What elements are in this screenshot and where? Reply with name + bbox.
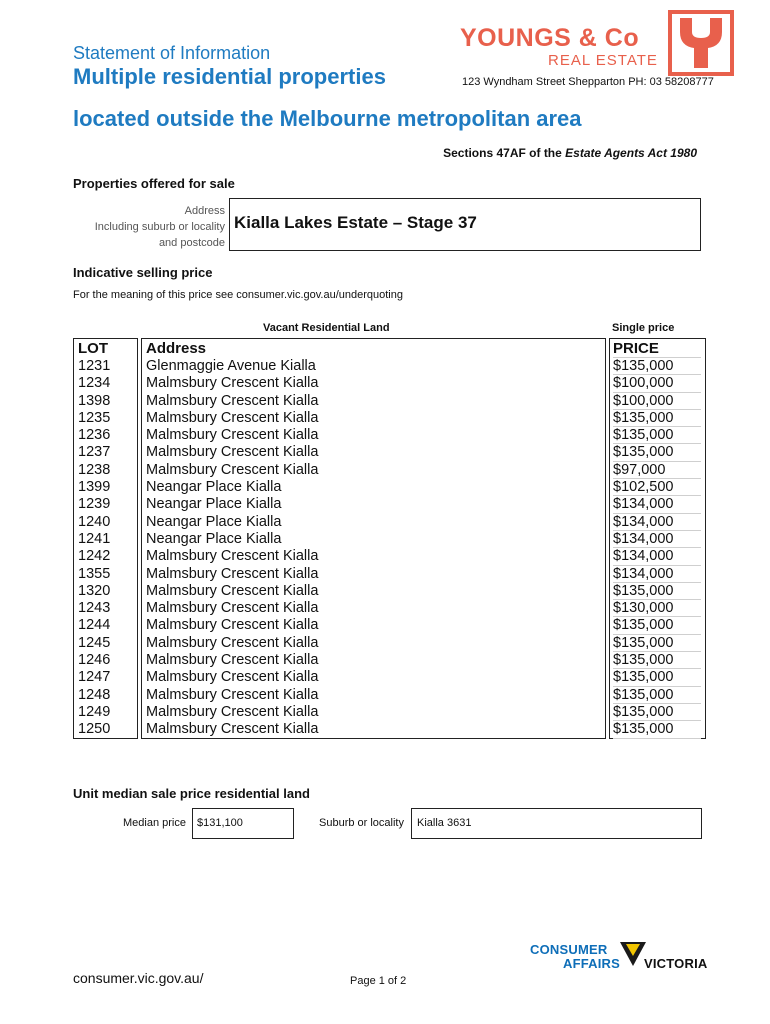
single-price-label: Single price (612, 322, 675, 334)
lot-cell: 1239 (78, 496, 111, 513)
median-heading: Unit median sale price residential land (73, 786, 310, 801)
price-cell: $134,000 (613, 548, 701, 565)
address-cell: Malmsbury Crescent Kialla (146, 392, 319, 409)
price-cell: $100,000 (613, 375, 701, 392)
address-cell: Malmsbury Crescent Kialla (146, 721, 319, 738)
lot-cell: 1243 (78, 600, 111, 617)
price-cell: $135,000 (613, 704, 701, 721)
price-cell: $135,000 (613, 652, 701, 669)
address-cell: Malmsbury Crescent Kialla (146, 634, 319, 651)
price-column (609, 338, 706, 739)
price-cell: $97,000 (613, 462, 701, 479)
price-cell: $135,000 (613, 427, 701, 444)
price-cell: $102,500 (613, 479, 701, 496)
lot-cell: 1250 (78, 721, 111, 738)
address-cell: Neangar Place Kialla (146, 513, 282, 530)
price-cell: $130,000 (613, 600, 701, 617)
address-cell: Neangar Place Kialla (146, 530, 282, 547)
agency-logo-name: YOUNGS & Co (460, 24, 640, 52)
lot-cell: 1355 (78, 565, 111, 582)
suburb-label: Suburb or locality (319, 817, 404, 829)
lot-cell: 1236 (78, 427, 111, 444)
price-cell: $134,000 (613, 514, 701, 531)
lot-cell: 1238 (78, 461, 111, 478)
address-field-label: Address Including suburb or locality and postcode (94, 205, 225, 249)
price-cell: $135,000 (613, 583, 701, 600)
indicative-price-heading: Indicative selling price (73, 265, 213, 280)
address-cell: Malmsbury Crescent Kialla (146, 582, 319, 599)
address-cell: Malmsbury Crescent Kialla (146, 617, 319, 634)
address-column (141, 338, 606, 739)
address-cell: Malmsbury Crescent Kialla (146, 375, 319, 392)
vacant-land-label: Vacant Residential Land (263, 322, 390, 334)
price-cell: $135,000 (613, 635, 701, 652)
address-cell: Malmsbury Crescent Kialla (146, 652, 319, 669)
price-cell: $135,000 (613, 410, 701, 427)
lot-cell: 1235 (78, 409, 111, 426)
address-cell: Malmsbury Crescent Kialla (146, 461, 319, 478)
footer-url: consumer.vic.gov.au/ (73, 970, 204, 986)
underquoting-note: For the meaning of this price see consumer.vic.gov.au/underquoting (73, 289, 403, 301)
document-subtitle: Statement of Information (73, 43, 271, 63)
address-cell: Malmsbury Crescent Kialla (146, 409, 319, 426)
lot-cell: 1244 (78, 617, 111, 634)
lot-cell: 1241 (78, 530, 111, 547)
lot-column (73, 338, 138, 739)
cav-logo-line2: AFFAIRS (563, 956, 621, 971)
address-cell: Glenmaggie Avenue Kialla (146, 358, 316, 374)
price-cell: $135,000 (613, 687, 701, 704)
lot-cell: 1248 (78, 686, 111, 703)
address-cell: Malmsbury Crescent Kialla (146, 686, 319, 703)
lot-header: LOT (78, 340, 108, 357)
address-field: Kialla Lakes Estate – Stage 37 (229, 198, 701, 251)
lot-cell: 1245 (78, 634, 111, 651)
address-cell: Neangar Place Kialla (146, 479, 282, 496)
document-title: Multiple residential properties (73, 64, 386, 89)
price-header: PRICE (613, 339, 701, 358)
price-cell: $135,000 (613, 617, 701, 634)
address-cell: Neangar Place Kialla (146, 496, 282, 513)
address-cell: Malmsbury Crescent Kialla (146, 565, 319, 582)
cav-logo-line3: VICTORIA (644, 956, 708, 971)
address-header: Address (146, 340, 207, 357)
lot-cell: 1399 (78, 479, 111, 496)
price-cell: $135,000 (613, 358, 701, 375)
agency-address: 123 Wyndham Street Shepparton PH: 03 58208777 (462, 76, 714, 88)
price-cell: $134,000 (613, 531, 701, 548)
median-price-label: Median price (123, 817, 186, 829)
agency-logo-y-icon (668, 10, 734, 76)
address-cell: Malmsbury Crescent Kialla (146, 703, 319, 720)
price-cell: $134,000 (613, 496, 701, 513)
price-cell: $100,000 (613, 393, 701, 410)
lot-cell: 1398 (78, 392, 111, 409)
address-cell: Malmsbury Crescent Kialla (146, 444, 319, 461)
address-cell: Malmsbury Crescent Kialla (146, 669, 319, 686)
lot-cell: 1231 (78, 358, 111, 374)
median-price-field: $131,100 (192, 808, 294, 839)
lot-cell: 1320 (78, 582, 111, 599)
lot-cell: 1234 (78, 375, 111, 392)
lot-cell: 1237 (78, 444, 111, 461)
properties-offered-heading: Properties offered for sale (73, 176, 235, 191)
price-cell: $135,000 (613, 444, 701, 461)
lot-cell: 1249 (78, 703, 111, 720)
address-cell: Malmsbury Crescent Kialla (146, 427, 319, 444)
agency-logo-tagline: REAL ESTATE (548, 52, 658, 69)
suburb-field: Kialla 3631 (411, 808, 702, 839)
price-cell: $135,000 (613, 669, 701, 686)
address-cell: Malmsbury Crescent Kialla (146, 548, 319, 565)
lot-cell: 1247 (78, 669, 111, 686)
legislation-reference: Sections 47AF of the Estate Agents Act 1980 (443, 146, 697, 160)
lot-cell: 1246 (78, 652, 111, 669)
address-cell: Malmsbury Crescent Kialla (146, 600, 319, 617)
cav-logo-line1: CONSUMER (530, 942, 608, 957)
price-cell: $134,000 (613, 566, 701, 583)
lot-cell: 1242 (78, 548, 111, 565)
page-number: Page 1 of 2 (350, 975, 407, 987)
price-cell: $135,000 (613, 721, 701, 738)
document-title-line2: located outside the Melbourne metropolitan area (73, 106, 582, 131)
lot-cell: 1240 (78, 513, 111, 530)
